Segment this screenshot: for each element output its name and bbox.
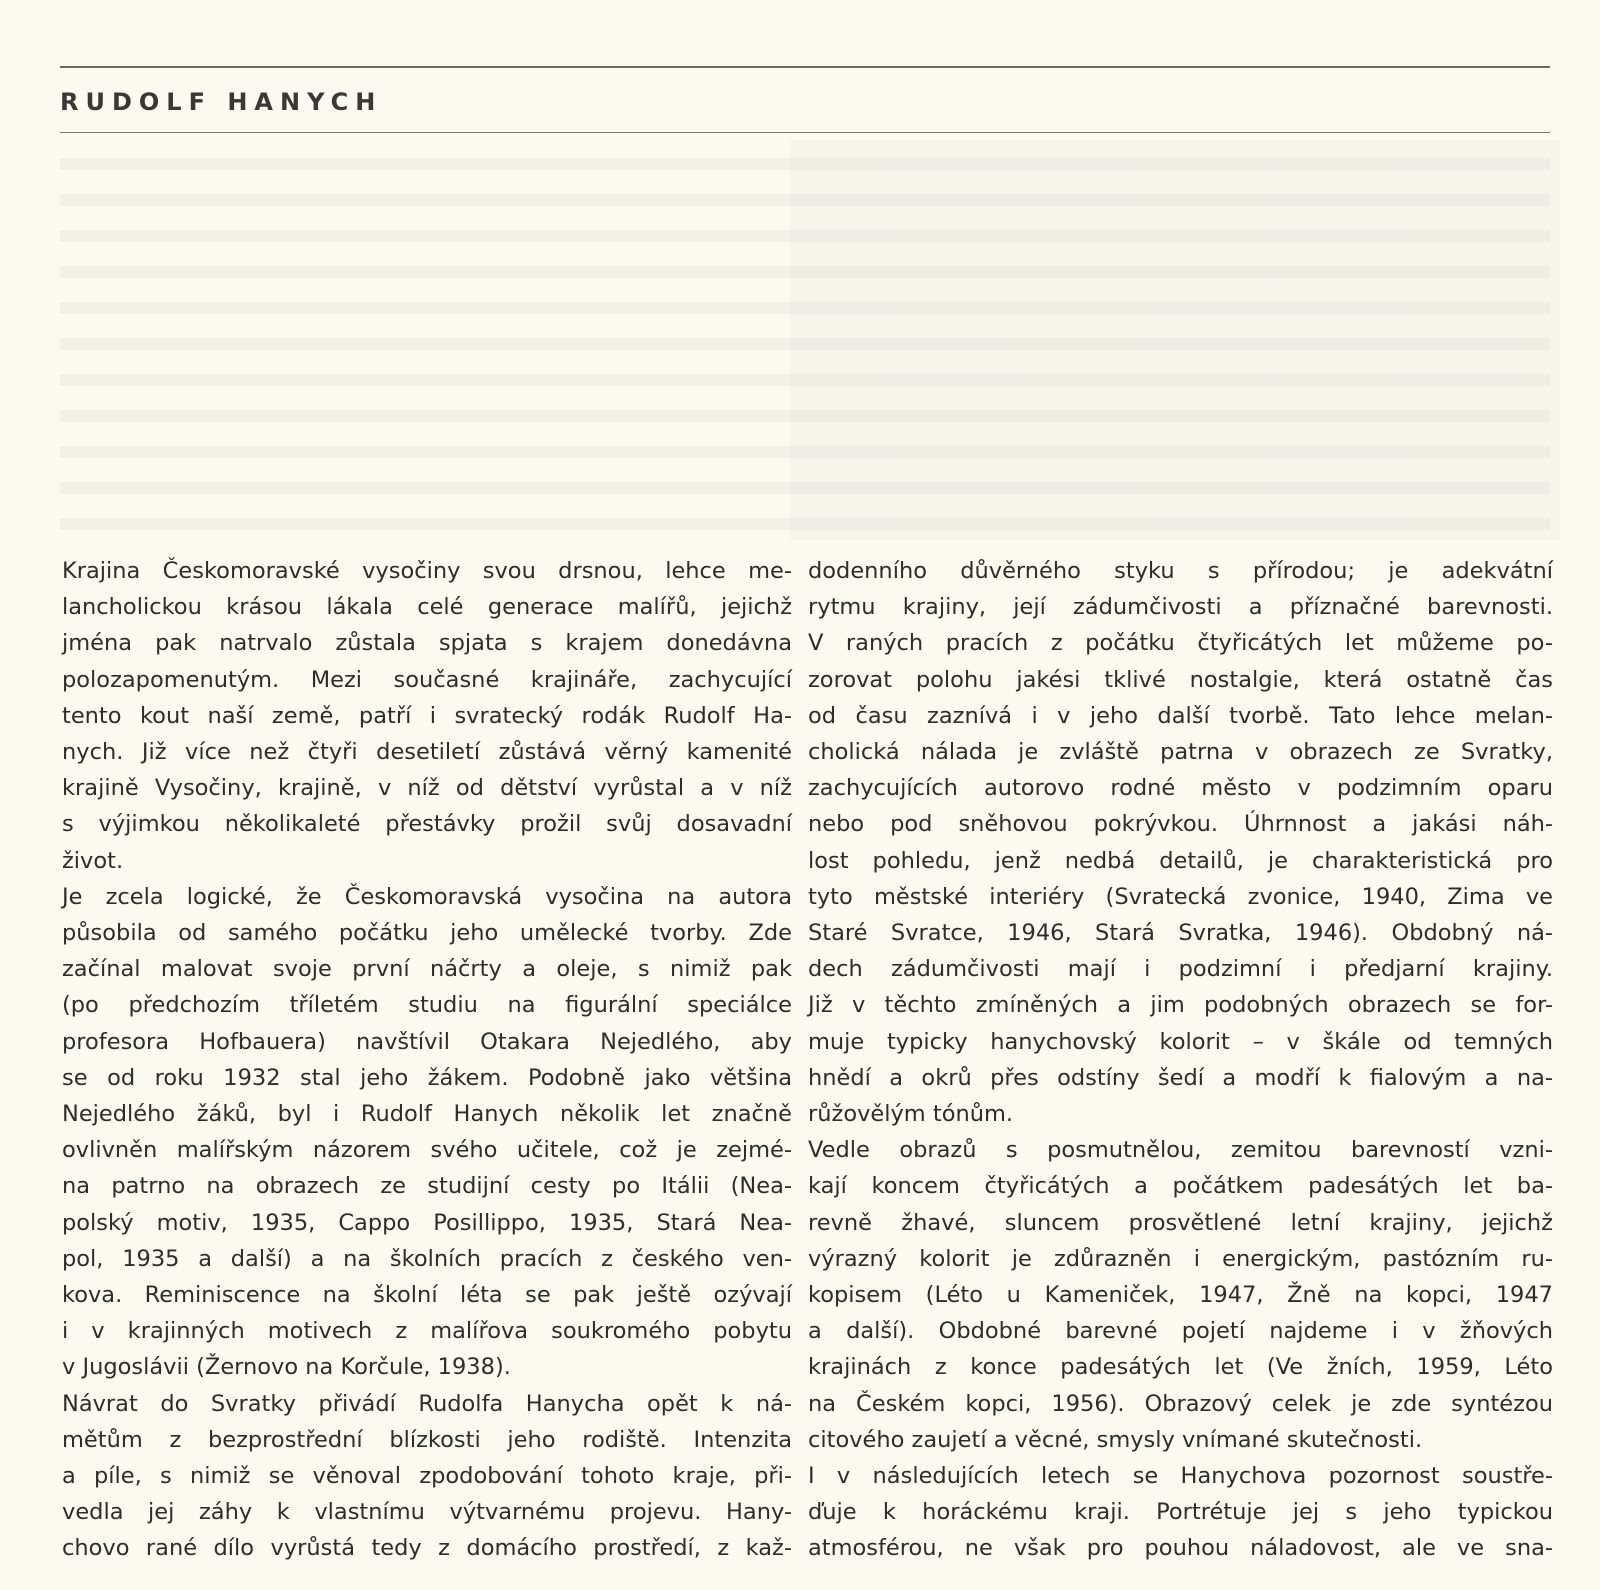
text-line: krajině Vysočiny, krajině, v níž od dětství vyrůstal a v níž [62, 775, 792, 802]
text-line: zorovat polohu jakési tklivé nostalgie, která ostatně čas [808, 666, 1553, 693]
page-title: RUDOLF HANYCH [60, 88, 383, 116]
text-line: cholická nálada je zvláště patrna v obrazech ze Svratky, [808, 739, 1553, 766]
text-line: nebo pod sněhovou pokrývkou. Úhrnnost a jakási náh- [808, 811, 1553, 838]
text-line: a další). Obdobné barevné pojetí najdeme i v žňových [808, 1318, 1553, 1345]
text-line: Návrat do Svratky přivádí Rudolfa Hanycha opět k ná- [62, 1390, 792, 1417]
text-line: muje typicky hanychovský kolorit – v škále od temných [808, 1028, 1553, 1055]
text-line: (po předchozím tříletém studiu na figurální speciálce [62, 992, 792, 1019]
reverse-page-bleed-through-shade [790, 140, 1560, 540]
text-line: V raných pracích z počátku čtyřicátých let můžeme po- [808, 630, 1553, 657]
text-line: profesora Hofbauera) navštívil Otakara Nejedlého, aby [62, 1028, 792, 1055]
text-line: vedla jej záhy k vlastnímu výtvarnému projevu. Hany- [62, 1499, 792, 1526]
text-line: citového zaujetí a věcné, smysly vnímané skutečnosti. [808, 1426, 1423, 1453]
text-line: začínal malovat svoje první náčrty a oleje, s nimiž pak [62, 956, 792, 983]
text-line: tento kout naší země, patří i svratecký rodák Rudolf Ha- [62, 702, 792, 729]
text-line: na Českém kopci, 1956). Obrazový celek je zde syntézou [808, 1390, 1553, 1417]
text-line: ovlivněn malířským názorem svého učitele, což je zejmé- [62, 1137, 792, 1164]
text-line: jména pak natrvalo zůstala spjata s krajem donedávna [62, 630, 792, 657]
text-line: a píle, s nimiž se věnoval zpodobování tohoto kraje, při- [62, 1463, 792, 1490]
text-line: Krajina Českomoravské vysočiny svou drsnou, lehce me- [62, 558, 792, 584]
text-line: dech zádumčivosti mají i podzimní i předjarní krajiny. [808, 956, 1553, 983]
text-line: atmosférou, ne však pro pouhou náladovost, ale ve sna- [808, 1535, 1553, 1562]
text-line: Je zcela logické, že Českomoravská vysočina na autora [62, 883, 792, 910]
text-line: pol, 1935 a další) a na školních pracích z českého ven- [62, 1245, 792, 1272]
text-column-left [62, 553, 792, 1567]
text-line: na patrno na obrazech ze studijní cesty po Itálii (Nea- [62, 1173, 792, 1200]
text-line: hnědí a okrů přes odstíny šedí a modří k fialovým a na- [808, 1064, 1553, 1091]
text-line: lost pohledu, jenž nedbá detailů, je charakteristická pro [808, 847, 1553, 874]
text-line: polský motiv, 1935, Cappo Posillippo, 1935, Stará Nea- [62, 1209, 792, 1236]
text-line: krajinách z konce padesátých let (Ve žních, 1959, Léto [808, 1354, 1553, 1381]
text-line: v Jugoslávii (Žernovo na Korčule, 1938). [62, 1354, 511, 1381]
text-line: ďuje k horáckému kraji. Portrétuje jej s jeho typickou [808, 1499, 1553, 1526]
text-line: chovo rané dílo vyrůstá tedy z domácího prostředí, z kaž- [62, 1535, 792, 1562]
text-line: nych. Již více než čtyři desetiletí zůstává věrný kamenité [62, 739, 792, 766]
text-line: kají koncem čtyřicátých a počátkem padesátých let ba- [808, 1173, 1553, 1200]
text-line: zachycujících autorovo rodné město v podzimním oparu [808, 775, 1553, 802]
text-line: Nejedlého žáků, byl i Rudolf Hanych několik let značně [62, 1101, 792, 1128]
text-line: se od roku 1932 stal jeho žákem. Podobně jako většina [62, 1064, 792, 1091]
text-line: život. [62, 847, 124, 874]
text-line: působila od samého počátku jeho umělecké tvorby. Zde [62, 920, 792, 947]
text-line: i v krajinných motivech z malířova soukromého pobytu [62, 1318, 792, 1345]
header-rule-top [60, 66, 1550, 68]
text-column-right [808, 553, 1553, 1567]
text-line: lancholickou krásou lákala celé generace malířů, jejichž [62, 594, 792, 621]
text-line: polozapomenutým. Mezi současné krajináře, zachycující [62, 666, 792, 693]
text-line: mětům z bezprostřední blízkosti jeho rodiště. Intenzita [62, 1426, 792, 1453]
text-line: kopisem (Léto u Kameniček, 1947, Žně na kopci, 1947 [808, 1282, 1553, 1309]
text-line: tyto městské interiéry (Svratecká zvonice, 1940, Zima ve [808, 883, 1553, 910]
text-line: rytmu krajiny, její zádumčivosti a příznačné barevnosti. [808, 594, 1553, 621]
text-line: revně žhavé, sluncem prosvětlené letní krajiny, jejichž [808, 1209, 1553, 1236]
text-line: výrazný kolorit je zdůrazněn i energickým, pastózním ru- [808, 1245, 1553, 1272]
text-line: růžovělým tónům. [808, 1101, 1014, 1128]
text-line: dodenního důvěrného styku s přírodou; je adekvátní [808, 558, 1553, 584]
text-line: Staré Svratce, 1946, Stará Svratka, 1946). Obdobný ná- [808, 920, 1553, 947]
text-line: od času zaznívá i v jeho další tvorbě. Tato lehce melan- [808, 702, 1553, 729]
text-line: I v následujících letech se Hanychova pozornost soustře- [808, 1463, 1553, 1490]
text-line: kova. Reminiscence na školní léta se pak ještě ozývají [62, 1282, 792, 1309]
text-line: Již v těchto zmíněných a jim podobných obrazech se for- [808, 992, 1553, 1019]
text-line: s výjimkou několikaleté přestávky prožil svůj dosavadní [62, 811, 792, 838]
text-line: Vedle obrazů s posmutnělou, zemitou barevností vzni- [808, 1137, 1553, 1164]
header-rule-bottom [60, 132, 1550, 133]
